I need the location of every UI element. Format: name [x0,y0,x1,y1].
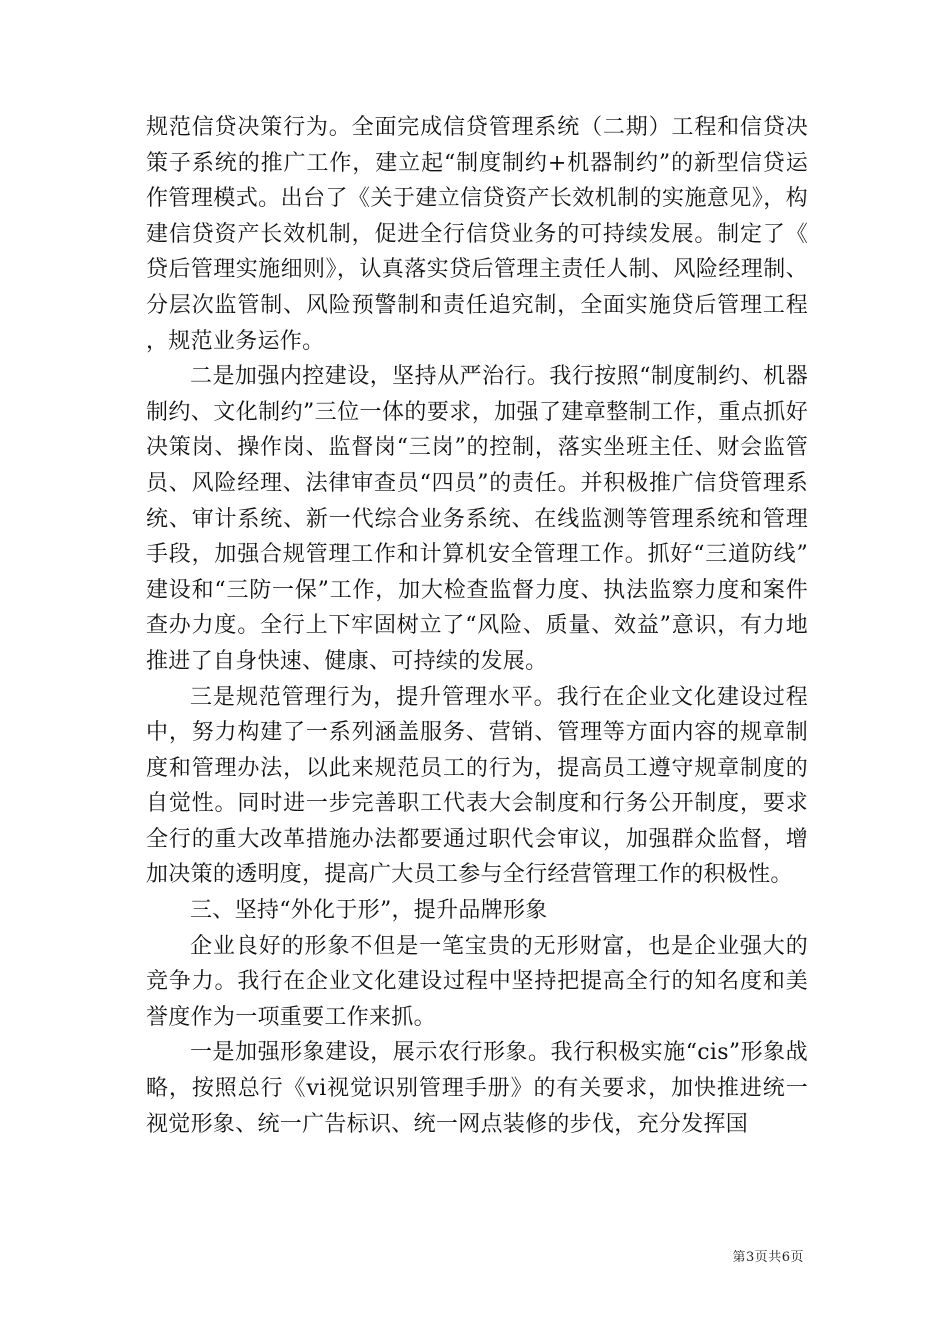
paragraph-5: 企业良好的形象不但是一笔宝贵的无形财富，也是企业强大的竞争力。我行在企业文化建设过程中坚持把提高全行的知名度和美誉度作为一项重要工作来抓。 [146,933,808,1030]
paragraph-1: 规范信贷决策行为。全面完成信贷管理系统（二期）工程和信贷决策子系统的推广工作，建立起“制度制约+机器制约”的新型信贷运作管理模式。出台了《关于建立信贷资产长效机制的实施意见》，构建信贷资产长效机制，促进全行信贷业务的可持续发展。制定了《贷后管理实施细则》，认真落实贷后管理主责任人制、风险经理制、分层次监管制、风险预警制和责任追究制，全面实施贷后管理工程，规范业务运作。 [146,115,808,354]
page-number: 第3页共6页 [732,1250,804,1265]
section-heading: 三、坚持“外化于形”，提升品牌形象 [190,898,548,924]
paragraph-6: 一是加强形象建设，展示农行形象。我行积极实施“cis”形象战略，按照总行《vi视觉识别管理手册》的有关要求，加快推进统一视觉形象、统一广告标识、统一网点装修的步伐，充分发挥国 [146,1040,808,1137]
paragraph-3: 三是规范管理行为，提升管理水平。我行在企业文化建设过程中，努力构建了一系列涵盖服务、营销、管理等方面内容的规章制度和管理办法，以此来规范员工的行为，提高员工遵守规章制度的自觉性。同时进一步完善职工代表大会制度和行务公开制度，要求全行的重大改革措施办法都要通过职代会审议，加强群众监督，增加决策的透明度，提高广大员工参与全行经营管理工作的积极性。 [146,684,808,888]
paragraph-2: 二是加强内控建设，坚持从严治行。我行按照“制度制约、机器制约、文化制约”三位一体的要求，加强了建章整制工作，重点抓好决策岗、操作岗、监督岗“三岗”的控制，落实坐班主任、财会监管员、风险经理、法律审查员“四员”的责任。并积极推广信贷管理系统、审计系统、新一代综合业务系统、在线监测等管理系统和管理手段，加强合规管理工作和计算机安全管理工作。抓好“三道防线”建设和“三防一保”工作，加大检查监督力度、执法监察力度和案件查办力度。全行上下牢固树立了“风险、质量、效益”意识，有力地推进了自身快速、健康、可持续的发展。 [146,364,808,674]
document-body [146,110,808,1142]
